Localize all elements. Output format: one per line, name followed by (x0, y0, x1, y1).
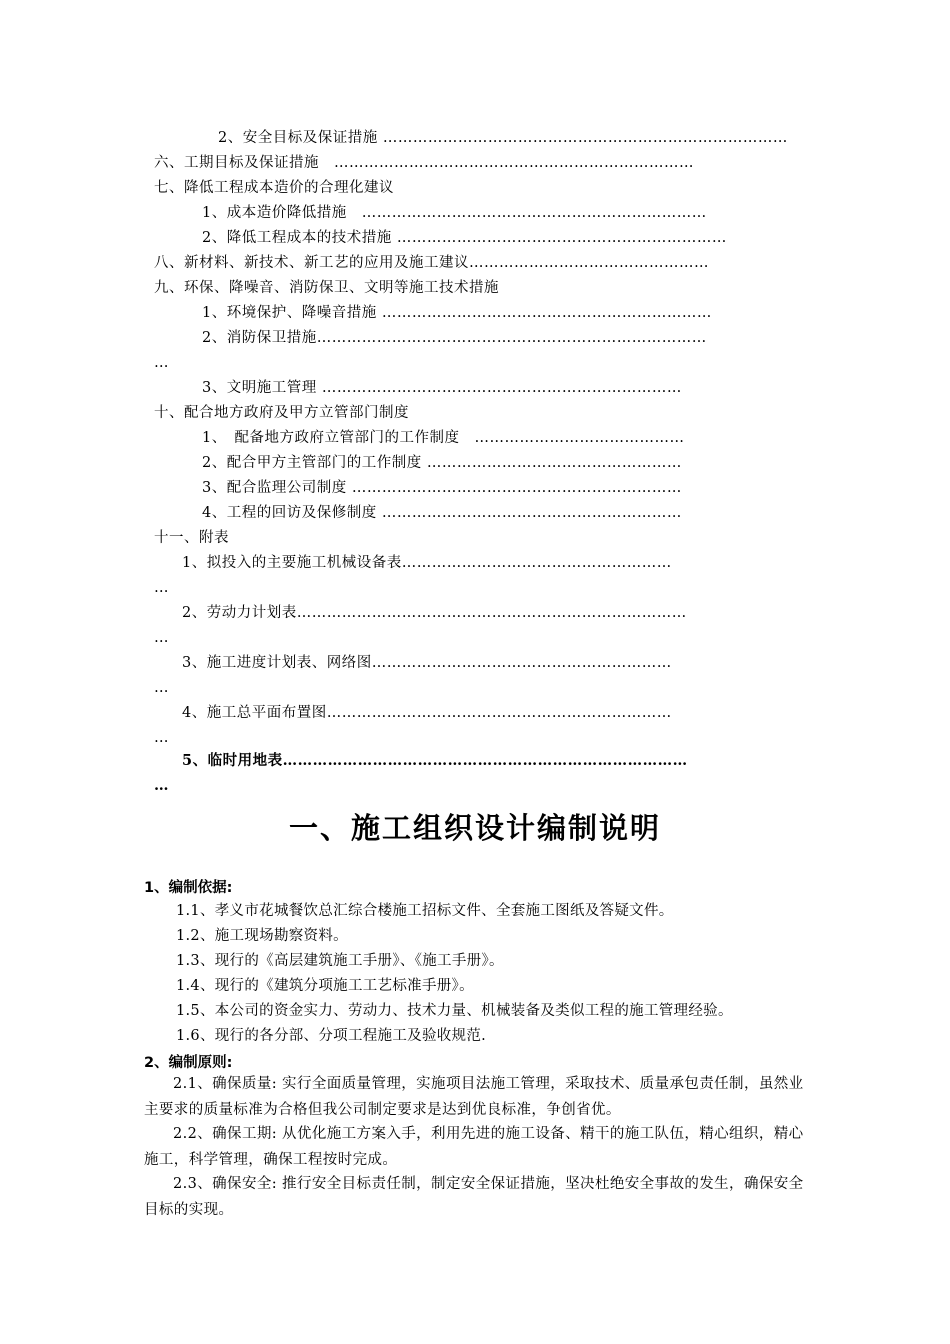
basis-item: 1.2、施工现场勘察资料。 (176, 928, 348, 944)
basis-item: 1.5、本公司的资金实力、劳动力、技术力量、机械装备及类似工程的施工管理经验。 (176, 1003, 733, 1019)
toc-entry: 八、新材料、新技术、新工艺的应用及施工建议………………………………………… (154, 255, 709, 271)
toc-entry: 六、工期目标及保证措施 ……………………………………………………………… (154, 155, 694, 171)
toc-entry: 2、劳动力计划表…………………………………………………………………… (182, 605, 687, 621)
toc-entry: 3、施工进度计划表、网络图…………………………………………………… (182, 655, 672, 671)
toc-entry: 3、文明施工管理 ……………………………………………………………… (202, 380, 682, 396)
toc-entry: 5、临时用地表……………………………………………………………………… (182, 752, 688, 769)
toc-entry: 2、安全目标及保证措施 ……………………………………………………………………… (218, 130, 788, 146)
section1-title: 1、编制依据: (144, 880, 233, 896)
toc-entry: 2、配合甲方主管部门的工作制度 …………………………………………… (202, 455, 682, 471)
toc-entry: 2、消防保卫措施…………………………………………………………………… (202, 330, 707, 346)
toc-continuation: … (154, 630, 169, 646)
toc-entry: 九、环保、降噪音、消防保卫、文明等施工技术措施 (154, 280, 499, 296)
toc-continuation: … (154, 355, 169, 371)
toc-entry: 七、降低工程成本造价的合理化建议 (154, 180, 394, 196)
toc-entry: 2、降低工程成本的技术措施 ………………………………………………………… (202, 230, 727, 246)
toc-entry: 十、配合地方政府及甲方立管部门制度 (154, 405, 409, 421)
basis-item: 1.6、现行的各分部、分项工程施工及验收规范. (176, 1028, 487, 1044)
toc-continuation: … (154, 730, 169, 746)
toc-continuation: … (154, 580, 169, 596)
toc-entry: 十一、附表 (154, 530, 229, 546)
section-heading: 一、施工组织设计编制说明 (288, 811, 661, 845)
basis-item: 1.1、孝义市花城餐饮总汇综合楼施工招标文件、全套施工图纸及答疑文件。 (176, 903, 674, 919)
toc-continuation: … (154, 680, 169, 696)
basis-item: 1.3、现行的《高层建筑施工手册》、《施工手册》。 (176, 953, 504, 969)
principle-paragraph: 2.2、确保工期: 从优化施工方案入手，利用先进的施工设备、精干的施工队伍，精心组织，精心施工，科学管理，确保工程按时完成。 (144, 1126, 804, 1168)
basis-item: 1.4、现行的《建筑分项施工工艺标准手册》。 (176, 978, 474, 994)
toc-entry: 4、工程的回访及保修制度 …………………………………………………… (202, 505, 682, 521)
principle-paragraph: 2.1、确保质量: 实行全面质量管理，实施项目法施工管理，采取技术、质量承包责任制，虽然业主要求的质量标准为合格但我公司制定要求是达到优良标准，争创省优。 (144, 1076, 804, 1118)
toc-continuation: … (154, 777, 169, 794)
toc-entry: 3、配合监理公司制度 ………………………………………………………… (202, 480, 682, 496)
toc-entry: 4、施工总平面布置图…………………………………………………………… (182, 705, 672, 721)
toc-entry: 1、拟投入的主要施工机械设备表……………………………………………… (182, 555, 672, 571)
toc-entry: 1、 配备地方政府立管部门的工作制度 …………………………………… (202, 430, 685, 446)
principle-paragraph: 2.3、确保安全: 推行安全目标责任制，制定安全保证措施，坚决杜绝安全事故的发生，确保安全目标的实现。 (144, 1176, 804, 1218)
toc-entry: 1、环境保护、降噪音措施 ………………………………………………………… (202, 305, 712, 321)
toc-entry: 1、成本造价降低措施 …………………………………………………………… (202, 205, 707, 221)
section2-title: 2、编制原则: (144, 1055, 233, 1071)
